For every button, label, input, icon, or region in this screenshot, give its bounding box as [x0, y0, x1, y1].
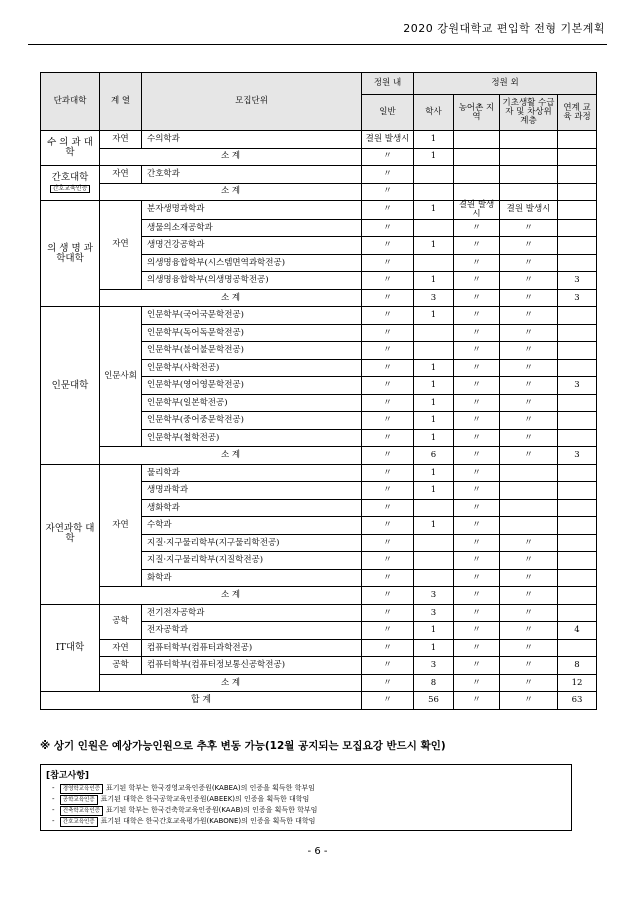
farm-cell: 〃 [454, 587, 500, 605]
unit-cell: 인문학부(독어독문학전공) [142, 324, 362, 342]
bachelor-cell: 1 [414, 377, 454, 395]
bachelor-cell [414, 499, 454, 517]
basic-cell: 〃 [500, 272, 558, 290]
unit-cell: 수학과 [142, 517, 362, 535]
farm-cell: 〃 [454, 552, 500, 570]
basic-cell: 〃 [500, 237, 558, 255]
bachelor-cell: 1 [414, 237, 454, 255]
unit-cell: 인문학부(중어중문학전공) [142, 412, 362, 430]
reference-item: - 건축학교육인증 표기된 학부는 한국건축학교육인증원(KAAB)의 인증을 획득한 학부임 [52, 806, 318, 814]
farm-cell: 〃 [454, 394, 500, 412]
basic-cell: 〃 [500, 359, 558, 377]
header-linked: 연계 교육 과정 [558, 95, 597, 131]
unit-cell: 인문학부(불어불문학전공) [142, 342, 362, 360]
college-cell: 인문대학 [41, 307, 100, 465]
bachelor-cell: 1 [414, 482, 454, 500]
header-quota-out: 정원 외 [414, 73, 597, 95]
unit-cell: 인문학부(영어영문학전공) [142, 377, 362, 395]
linked-cell [558, 307, 597, 325]
farm-cell: 〃 [454, 482, 500, 500]
notice-text: ※ 상기 인원은 예상가능인원으로 추후 변동 가능(12월 공지되는 모집요강 반드시 확인) [40, 740, 446, 752]
general-cell: 〃 [362, 674, 414, 692]
header-college: 단과대학 [41, 73, 100, 131]
general-cell: 〃 [362, 517, 414, 535]
farm-cell: 〃 [454, 307, 500, 325]
unit-cell: 지질·지구물리학부(지구물리학전공) [142, 534, 362, 552]
reference-item: - 간호교육인증 표기된 대학은 한국간호교육평가원(KABONE)의 인증을 획득한 대학임 [52, 817, 316, 825]
farm-cell: 〃 [454, 517, 500, 535]
field-cell: 공학 [100, 604, 142, 639]
linked-cell [558, 412, 597, 430]
farm-cell: 〃 [454, 464, 500, 482]
linked-cell [558, 201, 597, 220]
basic-cell: 〃 [500, 587, 558, 605]
reference-text: 표기된 학부는 한국건축학교육인증원(KAAB)의 인증을 획득한 학부임 [105, 806, 318, 814]
reference-tag: 건축학교육인증 [60, 806, 103, 816]
unit-cell: 지질·지구물리학부(지질학전공) [142, 552, 362, 570]
bachelor-cell: 8 [414, 674, 454, 692]
linked-cell [558, 148, 597, 166]
general-cell: 〃 [362, 639, 414, 657]
unit-cell: 화학과 [142, 569, 362, 587]
general-cell: 〃 [362, 289, 414, 307]
references-box [40, 764, 572, 831]
admission-plan-table [40, 72, 597, 710]
basic-cell [500, 499, 558, 517]
reference-tag: 경영학교육인증 [60, 784, 103, 794]
unit-cell: 전자공학과 [142, 622, 362, 640]
general-cell: 〃 [362, 692, 414, 710]
unit-cell: 컴퓨터학부(컴퓨터정보통신공학전공) [142, 657, 362, 675]
bachelor-cell: 1 [414, 412, 454, 430]
farm-cell: 〃 [454, 272, 500, 290]
general-cell: 〃 [362, 552, 414, 570]
unit-cell: 의생명융합학부(의생명공학전공) [142, 272, 362, 290]
bachelor-cell [414, 534, 454, 552]
basic-cell: 〃 [500, 219, 558, 237]
basic-cell: 〃 [500, 447, 558, 465]
basic-cell: 〃 [500, 604, 558, 622]
unit-cell: 수의학과 [142, 131, 362, 149]
general-cell: 〃 [362, 587, 414, 605]
bachelor-cell: 1 [414, 201, 454, 220]
total-label: 합 계 [41, 692, 362, 710]
linked-cell [558, 587, 597, 605]
field-cell: 자연 [100, 131, 142, 149]
linked-cell [558, 517, 597, 535]
bachelor-cell [414, 552, 454, 570]
bachelor-cell: 3 [414, 604, 454, 622]
farm-cell: 〃 [454, 254, 500, 272]
bachelor-cell: 3 [414, 587, 454, 605]
page-number: - 6 - [307, 846, 328, 857]
bachelor-cell [414, 569, 454, 587]
header-quota-in: 정원 내 [362, 73, 414, 95]
farm-cell: 〃 [454, 359, 500, 377]
general-cell: 〃 [362, 342, 414, 360]
basic-cell: 〃 [500, 692, 558, 710]
field-cell: 자연 [100, 166, 142, 184]
farm-cell: 〃 [454, 289, 500, 307]
general-cell: 〃 [362, 272, 414, 290]
reference-text: 표기된 대학은 한국간호교육평가원(KABONE)의 인증을 획득한 대학임 [100, 817, 316, 825]
bachelor-cell: 1 [414, 148, 454, 166]
farm-cell: 결원 발생시 [454, 201, 500, 220]
bachelor-cell: 56 [414, 692, 454, 710]
linked-cell [558, 342, 597, 360]
reference-text: 표기된 학부는 한국경영교육인증원(KABEA)의 인증을 획득한 학부임 [105, 784, 315, 792]
general-cell: 〃 [362, 657, 414, 675]
general-cell: 〃 [362, 569, 414, 587]
bachelor-cell: 3 [414, 289, 454, 307]
linked-cell: 63 [558, 692, 597, 710]
college-cell: 의 생 명 과학대학 [41, 201, 100, 307]
general-cell: 〃 [362, 534, 414, 552]
subtotal-label: 소 계 [100, 289, 362, 307]
bachelor-cell: 6 [414, 447, 454, 465]
subtotal-label: 소 계 [100, 447, 362, 465]
basic-cell: 〃 [500, 657, 558, 675]
linked-cell [558, 569, 597, 587]
basic-cell: 결원 발생시 [500, 201, 558, 220]
linked-cell [558, 254, 597, 272]
basic-cell: 〃 [500, 307, 558, 325]
general-cell: 〃 [362, 359, 414, 377]
linked-cell [558, 359, 597, 377]
unit-cell: 분자생명과학과 [142, 201, 362, 220]
linked-cell: 3 [558, 289, 597, 307]
unit-cell: 물리학과 [142, 464, 362, 482]
general-cell: 〃 [362, 183, 414, 201]
farm-cell: 〃 [454, 534, 500, 552]
linked-cell [558, 499, 597, 517]
farm-cell: 〃 [454, 674, 500, 692]
farm-cell [454, 148, 500, 166]
reference-text: 표기된 대학은 한국공학교육인증원(ABEEK)의 인증을 획득한 대학임 [100, 795, 310, 803]
college-cell: IT대학 [41, 604, 100, 692]
bachelor-cell: 1 [414, 307, 454, 325]
farm-cell: 〃 [454, 412, 500, 430]
bachelor-cell [414, 324, 454, 342]
linked-cell [558, 639, 597, 657]
general-cell: 결원 발생시 [362, 131, 414, 149]
general-cell: 〃 [362, 499, 414, 517]
linked-cell: 3 [558, 447, 597, 465]
general-cell: 〃 [362, 377, 414, 395]
reference-tag: 간호교육인증 [60, 817, 98, 827]
general-cell: 〃 [362, 237, 414, 255]
bachelor-cell: 1 [414, 622, 454, 640]
unit-cell: 인문학부(철학전공) [142, 429, 362, 447]
bachelor-cell [414, 183, 454, 201]
unit-cell: 인문학부(사학전공) [142, 359, 362, 377]
general-cell: 〃 [362, 447, 414, 465]
farm-cell: 〃 [454, 447, 500, 465]
field-cell: 자연 [100, 639, 142, 657]
header-basic: 기초생활 수급자 및 차상위계층 [500, 95, 558, 131]
basic-cell [500, 166, 558, 184]
field-cell: 자연 [100, 464, 142, 587]
college-name: 간호대학 [51, 171, 89, 183]
general-cell: 〃 [362, 201, 414, 220]
unit-cell: 컴퓨터학부(컴퓨터과학전공) [142, 639, 362, 657]
subtotal-label: 소 계 [100, 674, 362, 692]
general-cell: 〃 [362, 166, 414, 184]
bachelor-cell: 1 [414, 464, 454, 482]
bachelor-cell: 3 [414, 657, 454, 675]
bachelor-cell [414, 254, 454, 272]
basic-cell: 〃 [500, 639, 558, 657]
linked-cell [558, 464, 597, 482]
bachelor-cell: 1 [414, 131, 454, 149]
general-cell: 〃 [362, 394, 414, 412]
page-header-title: 2020 강원대학교 편입학 전형 기본계획 [403, 22, 605, 35]
references-title: [참고사항] [46, 771, 90, 781]
header-bachelor: 학사 [414, 95, 454, 131]
bachelor-cell: 1 [414, 272, 454, 290]
college-cell [41, 166, 100, 201]
subtotal-label: 소 계 [100, 148, 362, 166]
reference-item: - 공학교육인증 표기된 대학은 한국공학교육인증원(ABEEK)의 인증을 획득한 대학임 [52, 795, 310, 803]
farm-cell [454, 131, 500, 149]
general-cell: 〃 [362, 622, 414, 640]
linked-cell [558, 534, 597, 552]
unit-cell: 생명건강공학과 [142, 237, 362, 255]
farm-cell: 〃 [454, 604, 500, 622]
basic-cell: 〃 [500, 429, 558, 447]
field-cell: 인문사회 [100, 307, 142, 447]
unit-cell: 인문학부(국어국문학전공) [142, 307, 362, 325]
bachelor-cell: 1 [414, 517, 454, 535]
reference-tag: 공학교육인증 [60, 795, 98, 805]
linked-cell [558, 237, 597, 255]
unit-cell: 생물의소재공학과 [142, 219, 362, 237]
linked-cell [558, 604, 597, 622]
bachelor-cell: 1 [414, 394, 454, 412]
basic-cell: 〃 [500, 377, 558, 395]
linked-cell [558, 183, 597, 201]
linked-cell [558, 166, 597, 184]
unit-cell: 인문학부(일본학전공) [142, 394, 362, 412]
basic-cell: 〃 [500, 342, 558, 360]
header-rule [28, 44, 607, 45]
unit-cell: 간호학과 [142, 166, 362, 184]
farm-cell [454, 166, 500, 184]
bachelor-cell: 1 [414, 639, 454, 657]
farm-cell: 〃 [454, 219, 500, 237]
farm-cell: 〃 [454, 342, 500, 360]
basic-cell: 〃 [500, 394, 558, 412]
general-cell: 〃 [362, 148, 414, 166]
linked-cell [558, 219, 597, 237]
basic-cell: 〃 [500, 289, 558, 307]
basic-cell [500, 464, 558, 482]
unit-cell: 생화학과 [142, 499, 362, 517]
basic-cell: 〃 [500, 254, 558, 272]
basic-cell: 〃 [500, 622, 558, 640]
basic-cell [500, 183, 558, 201]
linked-cell: 3 [558, 377, 597, 395]
reference-item: - 경영학교육인증 표기된 학부는 한국경영교육인증원(KABEA)의 인증을 획득한 학부임 [52, 784, 315, 792]
basic-cell: 〃 [500, 324, 558, 342]
general-cell: 〃 [362, 412, 414, 430]
header-field: 계 열 [100, 73, 142, 131]
farm-cell: 〃 [454, 569, 500, 587]
general-cell: 〃 [362, 464, 414, 482]
farm-cell [454, 183, 500, 201]
linked-cell [558, 429, 597, 447]
linked-cell [558, 482, 597, 500]
unit-cell: 전기전자공학과 [142, 604, 362, 622]
general-cell: 〃 [362, 429, 414, 447]
general-cell: 〃 [362, 307, 414, 325]
basic-cell [500, 517, 558, 535]
basic-cell: 〃 [500, 412, 558, 430]
farm-cell: 〃 [454, 377, 500, 395]
general-cell: 〃 [362, 219, 414, 237]
general-cell: 〃 [362, 482, 414, 500]
farm-cell: 〃 [454, 622, 500, 640]
basic-cell [500, 482, 558, 500]
linked-cell: 4 [558, 622, 597, 640]
unit-cell: 의생명융합학부(시스템면역과학전공) [142, 254, 362, 272]
general-cell: 〃 [362, 324, 414, 342]
field-cell: 공학 [100, 657, 142, 675]
basic-cell: 〃 [500, 552, 558, 570]
basic-cell: 〃 [500, 534, 558, 552]
college-cell: 자연과학 대 학 [41, 464, 100, 604]
basic-cell [500, 131, 558, 149]
field-cell: 자연 [100, 201, 142, 290]
farm-cell: 〃 [454, 237, 500, 255]
linked-cell [558, 324, 597, 342]
header-farm: 농어촌 지역 [454, 95, 500, 131]
basic-cell: 〃 [500, 569, 558, 587]
linked-cell: 3 [558, 272, 597, 290]
college-cell: 수 의 과 대 학 [41, 131, 100, 166]
accreditation-badge: 간호교육인증 [50, 185, 91, 193]
header-unit: 모집단위 [142, 73, 362, 131]
general-cell: 〃 [362, 254, 414, 272]
farm-cell: 〃 [454, 429, 500, 447]
general-cell: 〃 [362, 604, 414, 622]
farm-cell: 〃 [454, 692, 500, 710]
bachelor-cell [414, 342, 454, 360]
farm-cell: 〃 [454, 499, 500, 517]
bachelor-cell [414, 166, 454, 184]
unit-cell: 생명과학과 [142, 482, 362, 500]
linked-cell [558, 552, 597, 570]
subtotal-label: 소 계 [100, 183, 362, 201]
bachelor-cell: 1 [414, 359, 454, 377]
header-general: 일반 [362, 95, 414, 131]
farm-cell: 〃 [454, 639, 500, 657]
basic-cell: 〃 [500, 674, 558, 692]
bachelor-cell: 1 [414, 429, 454, 447]
linked-cell [558, 131, 597, 149]
basic-cell [500, 148, 558, 166]
linked-cell: 12 [558, 674, 597, 692]
linked-cell [558, 394, 597, 412]
farm-cell: 〃 [454, 324, 500, 342]
farm-cell: 〃 [454, 657, 500, 675]
bachelor-cell [414, 219, 454, 237]
linked-cell: 8 [558, 657, 597, 675]
subtotal-label: 소 계 [100, 587, 362, 605]
